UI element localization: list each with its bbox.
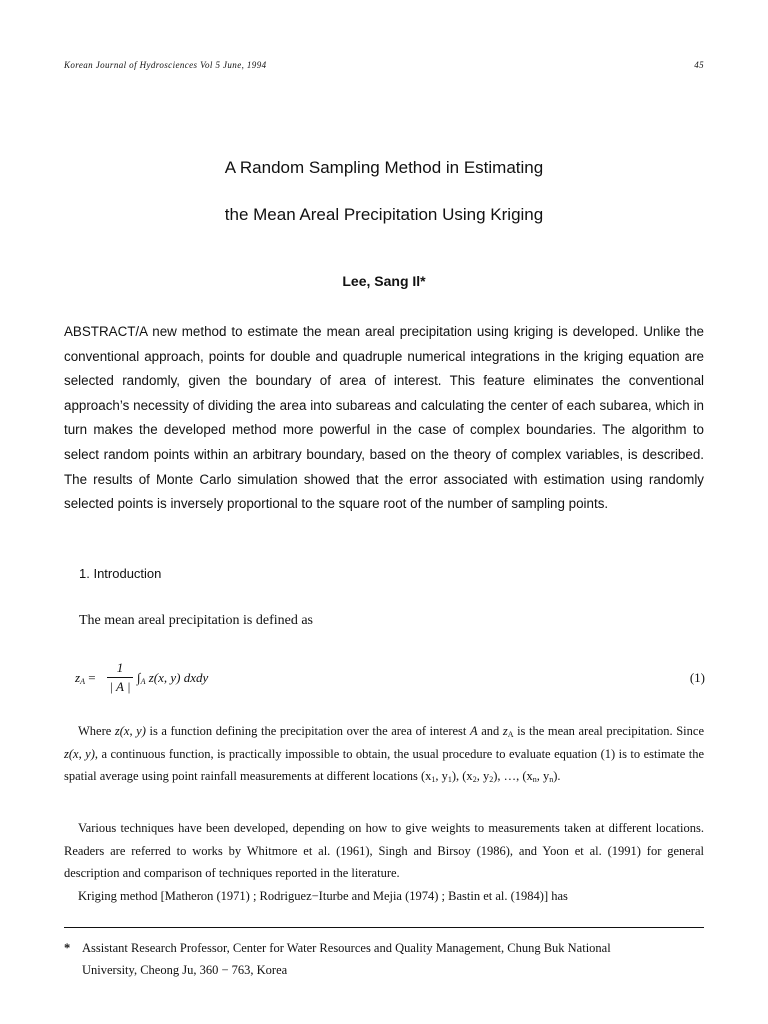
running-header <box>64 60 704 70</box>
footnote-line-2: University, Cheong Ju, 360 − 763, Korea <box>82 963 288 977</box>
paper-title-line-1: A Random Sampling Method in Estimating <box>224 158 544 177</box>
body-paragraph-2: Various techniques have been developed, depending on how to give weights to measurements taken at different locations. Readers are referred to works by Whitmore et al. (1961), Singh and Birsoy (1986), and Yoon et al. (1991) for general description and comparison of techniques reported in the literature. <box>64 821 704 881</box>
footnote-divider <box>64 927 704 928</box>
equation-lhs: $z_A$ = <box>75 670 96 686</box>
fraction-denominator: | A | <box>109 679 131 694</box>
equation-fraction <box>107 660 133 695</box>
body-paragraph-3: Kriging method [Matheron (1971) ; Rodriguez−Iturbe and Mejia (1974) ; Bastin et al. (1984)] has <box>78 889 568 903</box>
equation-number: (1) <box>689 670 705 685</box>
footnote-mark: * <box>64 941 71 955</box>
fraction-bar <box>107 677 133 678</box>
footnote-line-1: Assistant Research Professor, Center for Water Resources and Quality Management, Chung Buk National <box>82 941 611 955</box>
journal-citation: Korean Journal of Hydrosciences Vol 5 June, 1994 <box>64 60 267 70</box>
footnote <box>64 937 704 981</box>
equation-integral: $\int_A$ z(x, y) dxdy <box>137 670 209 686</box>
author-name: Lee, Sang Il* <box>342 273 426 289</box>
abstract: ABSTRACT/A new method to estimate the mean areal precipitation using kriging is developed. Unlike the conventional approach, points for double and quadruple numerical integrations in the kriging equation are selected randomly, given the boundary of area of interest. This feature eliminates the conventional approach’s necessity of dividing the area into subareas and calculating the center of each subarea, which in turn makes the developed method more powerful in the case of complex boundaries. The algorithm to select random points within an arbitrary boundary, based on the theory of complex variables, is described. The results of Monte Carlo simulation showed that the error associated with estimation using randomly selected points is inversely proportional to the square root of the number of sampling points. <box>64 324 704 512</box>
page-number: 45 <box>694 60 704 70</box>
section-heading-introduction: 1. Introduction <box>79 566 162 581</box>
equation-1 <box>75 660 705 700</box>
intro-sentence: The mean areal precipitation is defined as <box>79 613 314 628</box>
paper-title-line-2: the Mean Areal Precipitation Using Kriging <box>224 205 544 224</box>
fraction-numerator: 1 <box>116 660 124 675</box>
body-paragraph-1: Where z(x, y) is a function defining the precipitation over the area of interest A and $z_A$ is the mean areal precipitation. Since z(x, y), a continuous function, is practically impossible to obtain, the usual procedure to evaluate equation (1) is to estimate the spatial average using point rainfall measurements at different locations ($x_1$, $y_1$), ($x_2$, $y_2$), …, ($x_n$, $y_n$). <box>64 724 704 785</box>
